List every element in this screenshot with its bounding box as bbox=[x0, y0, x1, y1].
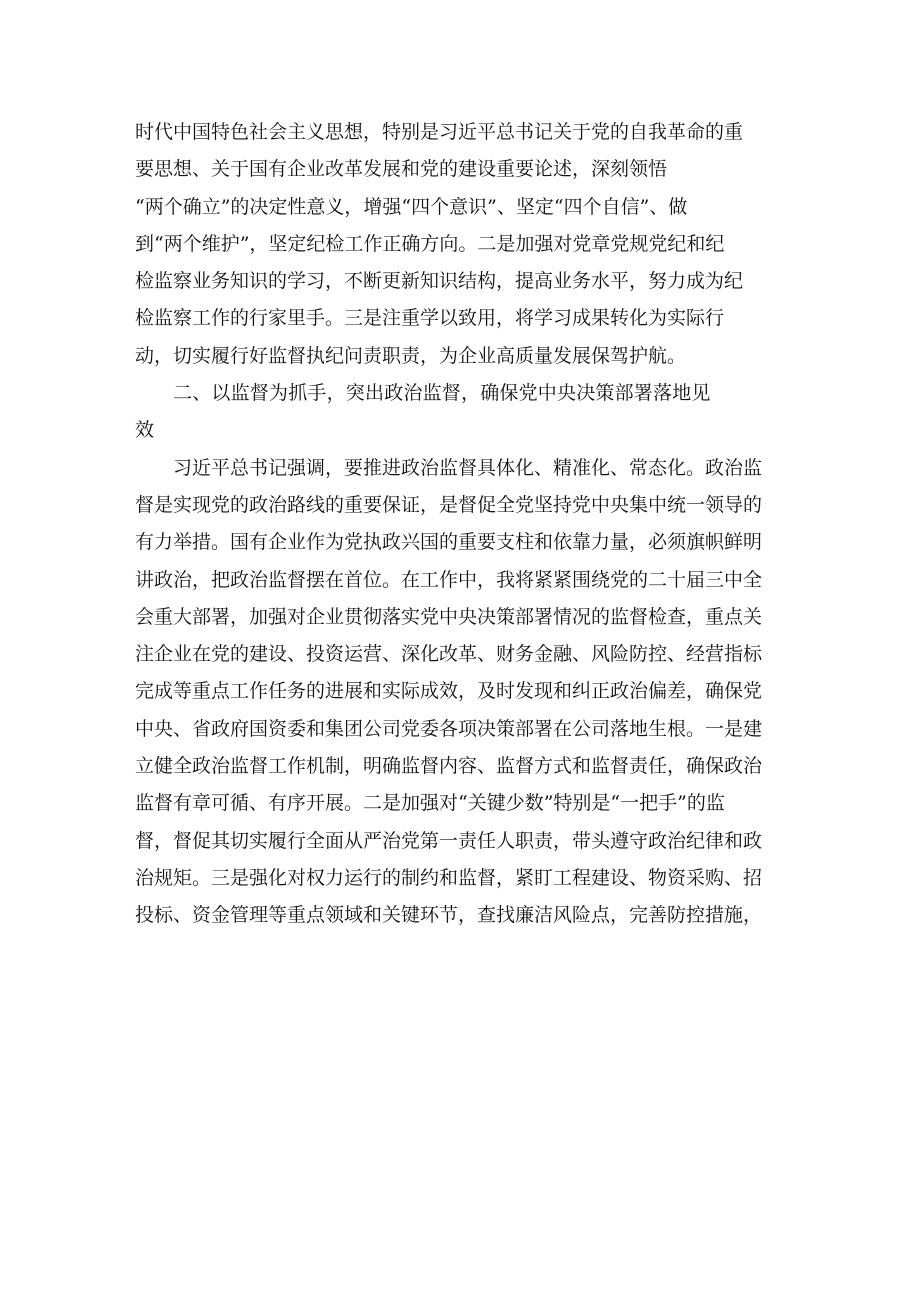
text-line: 时代中国特色社会主义思想，特别是习近平总书记关于党的自我革命的重 bbox=[135, 121, 744, 143]
text-line: 到“两个维护”，坚定纪检工作正确方向。二是加强对党章党规党纪和纪 bbox=[135, 232, 725, 255]
text-line: 督，督促其切实履行全面从严治党第一责任人职责，带头遵守政治纪律和政 bbox=[135, 829, 763, 852]
text-line: 要思想、关于国有企业改革发展和党的建设重要论述，深刻领悟 bbox=[135, 158, 668, 181]
text-line: 中央、省政府国资委和集团公司党委各项决策部署在公司落地生根。一是建 bbox=[135, 717, 763, 740]
text-line: 检监察工作的行家里手。三是注重学以致用，将学习成果转化为实际行 bbox=[135, 307, 725, 330]
text-line: 注企业在党的建设、投资运营、深化改革、财务金融、风险防控、经营指标 bbox=[135, 643, 763, 666]
text-line: 习近平总书记强调，要推进政治监督具体化、精准化、常态化。政治监 bbox=[173, 456, 763, 479]
heading-line: 效 bbox=[135, 419, 155, 442]
heading-line: 二、以监督为抓手，突出政治监督，确保党中央决策部署落地见 bbox=[173, 382, 711, 405]
text-line: 治规矩。三是强化对权力运行的制约和监督，紧盯工程建设、物资采购、招 bbox=[135, 866, 763, 889]
text-line: 完成等重点工作任务的进展和实际成效，及时发现和纠正政治偏差，确保党 bbox=[135, 680, 763, 703]
text-line: 督是实现党的政治路线的重要保证，是督促全党坚持党中央集中统一领导的 bbox=[135, 493, 763, 516]
text-line: “两个确立”的决定性意义，增强“四个意识”、坚定“四个自信”、做 bbox=[135, 195, 688, 218]
document-body bbox=[135, 114, 785, 935]
section-heading-two bbox=[135, 375, 785, 450]
text-line: 检监察业务知识的学习，不断更新知识结构，提高业务水平，努力成为纪 bbox=[135, 270, 744, 293]
text-line: 监督有章可循、有序开展。二是加强对“关键少数”特别是“一把手”的监 bbox=[135, 792, 725, 815]
text-line: 动，切实履行好监督执纪问责职责，为企业高质量发展保驾护航。 bbox=[135, 344, 687, 367]
paragraph-political-supervision bbox=[135, 450, 785, 935]
text-line: 立健全政治监督工作机制，明确监督内容、监督方式和监督责任，确保政治 bbox=[135, 755, 763, 778]
text-line: 有力举措。国有企业作为党执政兴国的重要支柱和依靠力量，必须旗帜鲜明 bbox=[135, 531, 763, 554]
text-line: 讲政治，把政治监督摆在首位。在工作中，我将紧紧围绕党的二十届三中全 bbox=[135, 568, 763, 591]
text-line: 会重大部署，加强对企业贯彻落实党中央决策部署情况的监督检查，重点关 bbox=[135, 605, 763, 628]
paragraph-study bbox=[135, 114, 785, 375]
text-line: 投标、资金管理等重点领域和关键环节，查找廉洁风险点，完善防控措施， bbox=[135, 904, 763, 927]
